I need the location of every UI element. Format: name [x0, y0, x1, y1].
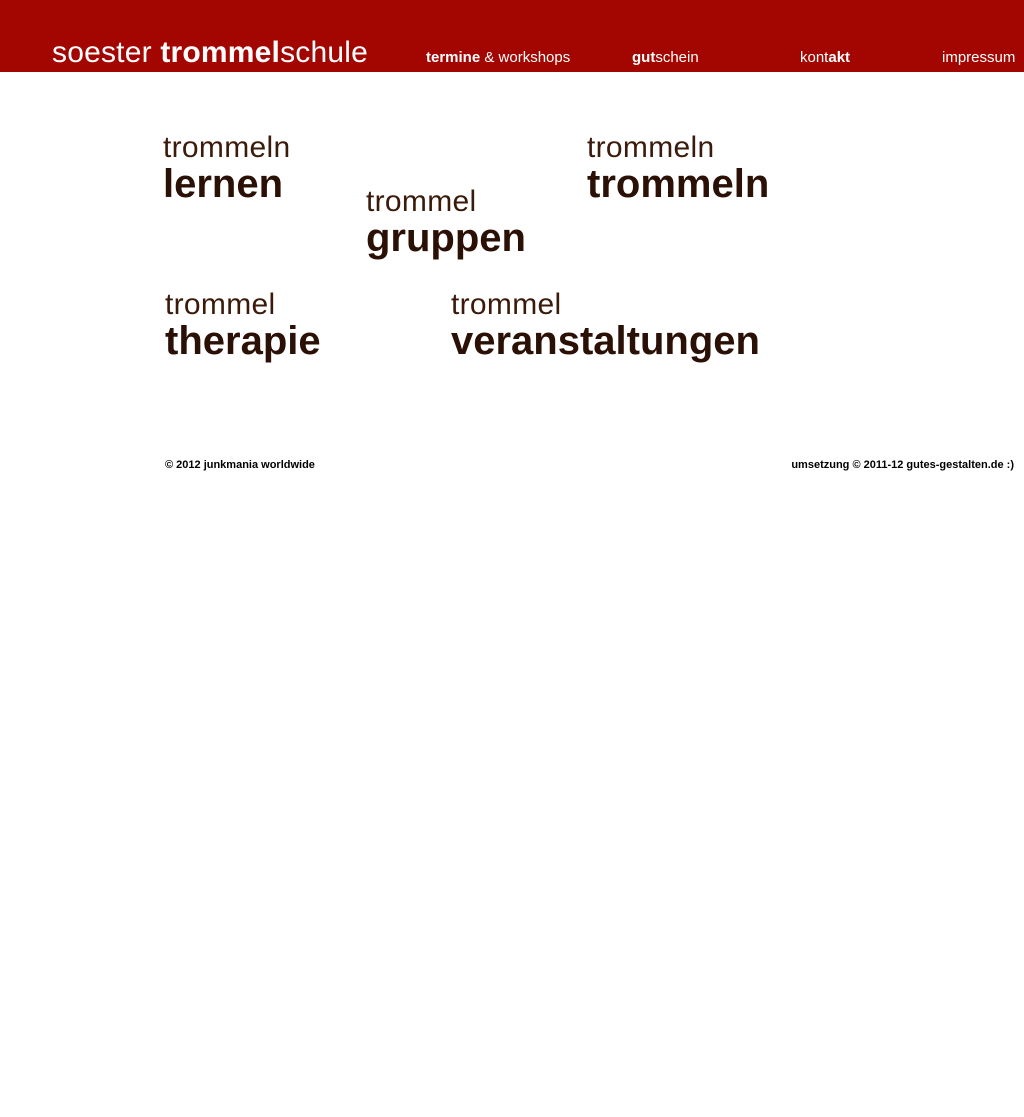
site-header: [0, 0, 1024, 72]
site-logo-link[interactable]: [52, 34, 368, 72]
tile-veranstaltungen-big: veranstaltungen: [451, 319, 760, 363]
nav-gutschein[interactable]: [632, 48, 699, 68]
logo-part-trommel: trommel: [160, 36, 281, 69]
nav-termine-workshops[interactable]: [426, 48, 570, 68]
tile-trommel-veranstaltungen[interactable]: [451, 290, 760, 362]
tile-trommeln-big: trommeln: [587, 162, 770, 206]
tile-trommeln-trommeln[interactable]: [587, 133, 769, 205]
tile-therapie-small: trommel: [165, 288, 276, 321]
tile-gruppen-big: gruppen: [366, 216, 526, 260]
tile-trommeln-lernen[interactable]: [163, 133, 290, 205]
tile-lernen-big: lernen: [163, 162, 284, 206]
footer-copyright: © 2012 junkmania worldwide: [165, 459, 315, 471]
nav-impressum-label: impressum: [942, 49, 1016, 66]
nav-gutschein-bold: gut: [632, 49, 656, 66]
tile-trommeln-small: trommeln: [587, 131, 715, 164]
tile-trommel-therapie[interactable]: [165, 290, 321, 362]
footer-credit: umsetzung © 2011-12 gutes-gestalten.de :): [791, 459, 1014, 471]
nav-termine-bold: termine: [426, 49, 481, 66]
nav-kontakt-rest: kont: [800, 49, 829, 66]
nav-impressum[interactable]: [942, 48, 1015, 68]
tile-therapie-big: therapie: [165, 319, 321, 363]
tile-trommel-gruppen[interactable]: [366, 187, 526, 259]
nav-termine-rest: & workshops: [480, 49, 571, 66]
logo-part-schule: schule: [280, 36, 369, 69]
nav-kontakt[interactable]: [800, 48, 850, 68]
tile-gruppen-small: trommel: [366, 185, 477, 218]
logo-part-soester: soester: [52, 36, 161, 69]
tile-veranstaltungen-small: trommel: [451, 288, 562, 321]
nav-gutschein-rest: schein: [655, 49, 699, 66]
tile-lernen-small: trommeln: [163, 131, 291, 164]
nav-kontakt-bold: akt: [828, 49, 851, 66]
